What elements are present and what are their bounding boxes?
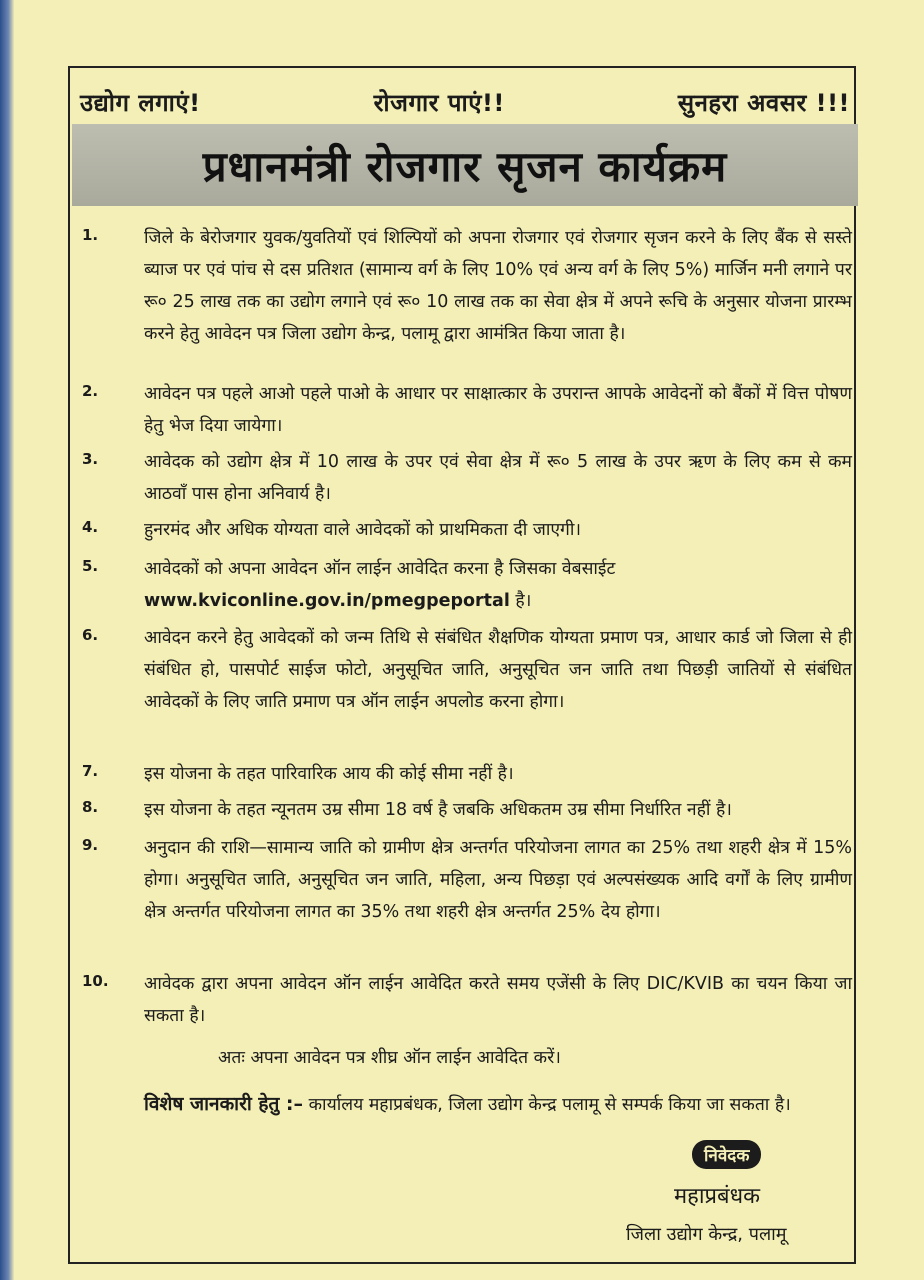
item-number: 8. bbox=[82, 798, 99, 816]
item-text: अनुदान की राशि—सामान्य जाति को ग्रामीण क्षेत्र अन्तर्गत परियोजना लागत का 25% तथा शहरी क्षेत्र में 15% होगा। अनुसूचित जाति, अनुसूचित जन जाति, महिला, अन्य पिछड़ा एवं अल्पसंख्यक आदि वर्गों के लिए ग्रामीण क्षेत्र अन्तर्गत परियोजना लागत का 35% तथा शहरी क्षेत्र अन्तर्गत 25% देय होगा। bbox=[144, 838, 852, 922]
item-text: आवेदन पत्र पहले आओ पहले पाओ के आधार पर साक्षात्कार के उपरान्त आपके आवेदनों को बैंकों में वित्त पोषण हेतु भेज दिया जायेगा। bbox=[144, 384, 852, 436]
item-text: आवेदक द्वारा अपना आवेदन ऑन लाईन आवेदित करते समय एजेंसी के लिए DIC/KVIB का चयन किया जा सकता है। bbox=[144, 974, 852, 1026]
item-number: 7. bbox=[82, 762, 99, 780]
item-number: 10. bbox=[82, 972, 109, 990]
item-number: 4. bbox=[82, 518, 99, 536]
signatory-designation: महाप्रबंधक bbox=[674, 1184, 761, 1209]
slogan-center: रोजगार पाएं!! bbox=[373, 88, 505, 117]
item-text: इस योजना के तहत पारिवारिक आय की कोई सीमा नहीं है। bbox=[144, 764, 514, 784]
item-text bbox=[144, 553, 852, 617]
requester-badge: निवेदक bbox=[692, 1140, 761, 1169]
item-number: 1. bbox=[82, 226, 99, 244]
item-text: आवेदन करने हेतु आवेदकों को जन्म तिथि से संबंधित शैक्षणिक योग्यता प्रमाण पत्र, आधार कार्ड जो जिला से ही संबंधित हो, पासपोर्ट साईज फोटो, अनुसूचित जाति, अनुसूचित जन जाति तथा पिछड़ी जातियों से संबंधित आवेदकों के लिए जाति प्रमाण पत्र ऑन लाईन अपलोड करना होगा। bbox=[144, 628, 852, 712]
item-number: 9. bbox=[82, 836, 99, 854]
item-text: इस योजना के तहत न्यूनतम उम्र सीमा 18 वर्ष है जबकि अधिकतम उम्र सीमा निर्धारित नहीं है। bbox=[144, 800, 732, 820]
portal-url-link[interactable]: www.kviconline.gov.in/pmegpeportal bbox=[144, 591, 510, 611]
item-number: 5. bbox=[82, 557, 99, 575]
item-number: 6. bbox=[82, 626, 99, 644]
special-info-label: विशेष जानकारी हेतु :– bbox=[144, 1093, 304, 1115]
item-text: हुनरमंद और अधिक योग्यता वाले आवेदकों को प्राथमिकता दी जाएगी। bbox=[144, 520, 582, 540]
slogan-right: सुनहरा अवसर !!! bbox=[677, 88, 850, 117]
signatory-office: जिला उद्योग केन्द्र, पलामू bbox=[626, 1224, 787, 1245]
slogan-left: उद्योग लगाएं! bbox=[80, 88, 201, 117]
item-number: 3. bbox=[82, 450, 99, 468]
notice-title: प्रधानमंत्री रोजगार सृजन कार्यक्रम bbox=[202, 141, 728, 191]
special-info-text: कार्यालय महाप्रबंधक, जिला उद्योग केन्द्र पलामू से सम्पर्क किया जा सकता है। bbox=[303, 1095, 791, 1115]
item-number: 2. bbox=[82, 382, 99, 400]
closing-line: अतः अपना आवेदन पत्र शीघ्र ऑन लाईन आवेदित करें। bbox=[218, 1048, 561, 1068]
special-info bbox=[144, 1087, 852, 1122]
item-text-main: आवेदकों को अपना आवेदन ऑन लाईन आवेदित करना है जिसका वेबसाईट bbox=[144, 559, 616, 579]
item-text-tail: है। bbox=[509, 591, 532, 611]
item-text: जिले के बेरोजगार युवक/युवतियों एवं शिल्पियों को अपना रोजगार एवं रोजगार सृजन करने के लिए बैंक से सस्ते ब्याज पर एवं पांच से दस प्रतिशत (सामान्य वर्ग के लिए 10% एवं अन्य वर्ग के लिए 5%) मार्जिन मनी लगाने पर रू० 25 लाख तक का उद्योग लगाने एवं रू० 10 लाख तक का सेवा क्षेत्र में अपने रूचि के अनुसार योजना प्रारम्भ करने हेतु आवेदन पत्र जिला उद्योग केन्द्र, पलामू द्वारा आमंत्रित किया जाता है। bbox=[144, 228, 852, 344]
item-text: आवेदक को उद्योग क्षेत्र में 10 लाख के उपर एवं सेवा क्षेत्र में रू० 5 लाख के उपर ऋण के लिए कम से कम आठवाँ पास होना अनिवार्य है। bbox=[144, 452, 852, 504]
